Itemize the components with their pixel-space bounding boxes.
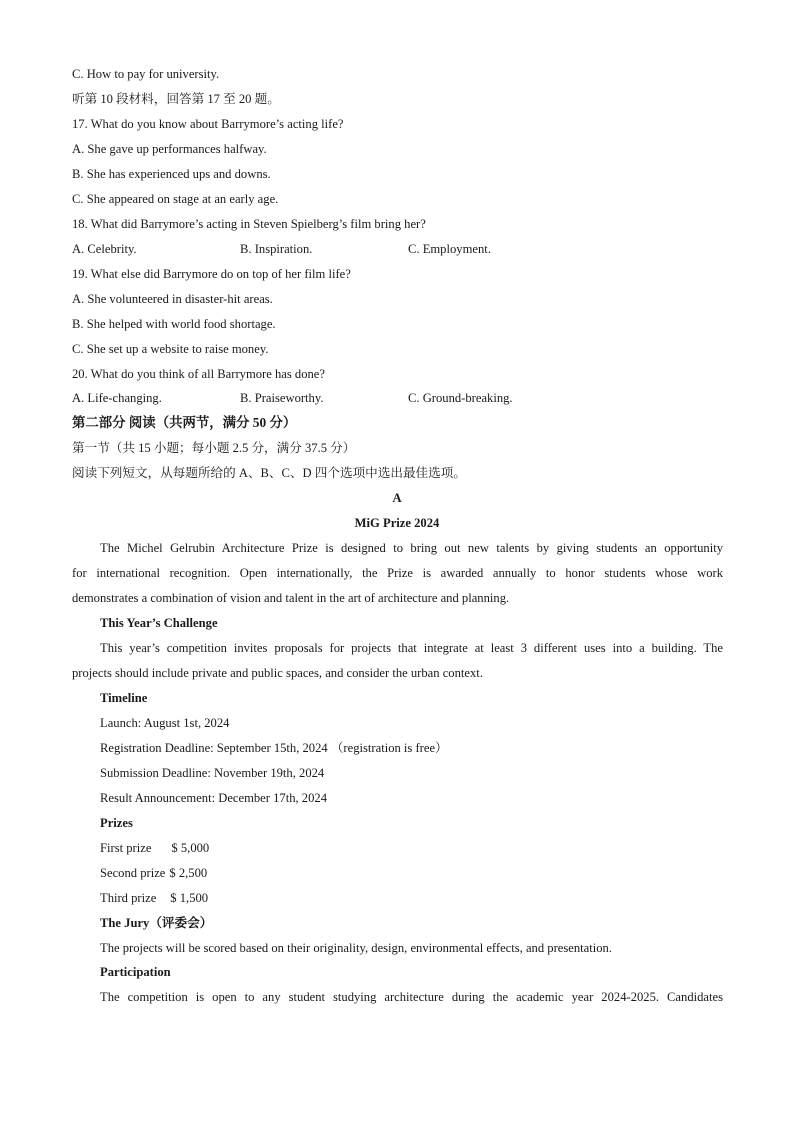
timeline-heading: Timeline — [100, 691, 148, 705]
intro-line-1: The Michel Gelrubin Architecture Prize is designed to bring out new talents by giving students an opportunity — [100, 541, 723, 555]
participation-text: The competition is open to any student studying architecture during the academic year 2024-2025. Candidates — [100, 990, 723, 1004]
q20-option-c: C. Ground-breaking. — [408, 391, 513, 405]
q19-stem: 19. What else did Barrymore do on top of her film life? — [72, 267, 351, 281]
q17-option-b: B. She has experienced ups and downs. — [72, 167, 271, 181]
q20-stem: 20. What do you think of all Barrymore has done? — [72, 367, 325, 381]
prize-row-first — [100, 840, 209, 856]
prize-label: Second prize — [100, 866, 166, 880]
prize-row-second — [100, 865, 207, 881]
reading-instruction: 阅读下列短文，从每题所给的 A、B、C、D 四个选项中选出最佳选项。 — [72, 466, 466, 480]
part2-title: 第二部分 阅读（共两节，满分 50 分） — [72, 415, 297, 430]
timeline-launch: Launch: August 1st, 2024 — [100, 716, 230, 730]
timeline-submission: Submission Deadline: November 19th, 2024 — [100, 766, 325, 780]
q17-option-a: A. She gave up performances halfway. — [72, 142, 267, 156]
prize-amount: $ 1,500 — [170, 891, 209, 905]
q18-stem: 18. What did Barrymore’s acting in Steven Spielberg’s film bring her? — [72, 217, 426, 231]
q20-option-b: B. Praiseworthy. — [240, 391, 324, 405]
q19-option-b: B. She helped with world food shortage. — [72, 317, 276, 331]
q18-option-c: C. Employment. — [408, 242, 491, 256]
prize-amount: $ 5,000 — [171, 841, 210, 855]
prize-row-third — [100, 890, 208, 906]
q20-option-a: A. Life-changing. — [72, 391, 162, 405]
q18-option-b: B. Inspiration. — [240, 242, 313, 256]
q19-option-a: A. She volunteered in disaster-hit areas. — [72, 292, 273, 306]
challenge-line-1: This year’s competition invites proposals for projects that integrate at least 3 different uses into a building. The — [100, 641, 723, 655]
section1-title: 第一节（共 15 小题；每小题 2.5 分，满分 37.5 分） — [72, 441, 356, 455]
intro-line-2: for international recognition. Open internationally, the Prize is awarded annually to honor students whose work — [72, 566, 723, 580]
intro-line-3: demonstrates a combination of vision and talent in the art of architecture and planning. — [72, 591, 510, 605]
timeline-result: Result Announcement: December 17th, 2024 — [100, 791, 327, 805]
timeline-registration: Registration Deadline: September 15th, 2024 （registration is free） — [100, 741, 448, 755]
jury-heading: The Jury（评委会） — [100, 916, 213, 930]
passage-letter: A — [392, 491, 402, 505]
participation-heading: Participation — [100, 965, 171, 979]
section10-instruction: 听第 10 段材料，回答第 17 至 20 题。 — [72, 92, 280, 106]
q18-option-a: A. Celebrity. — [72, 242, 137, 256]
challenge-line-2: projects should include private and public spaces, and consider the urban context. — [72, 666, 483, 680]
q19-option-c: C. She set up a website to raise money. — [72, 342, 269, 356]
q16-option-c: C. How to pay for university. — [72, 67, 220, 81]
challenge-heading: This Year’s Challenge — [100, 616, 218, 630]
q17-option-c: C. She appeared on stage at an early age. — [72, 192, 279, 206]
passage-title: MiG Prize 2024 — [354, 516, 440, 530]
prize-label: First prize — [100, 841, 152, 855]
prizes-heading: Prizes — [100, 816, 133, 830]
jury-text: The projects will be scored based on their originality, design, environmental effects, and presentation. — [100, 941, 612, 955]
prize-amount: $ 2,500 — [169, 866, 208, 880]
q17-stem: 17. What do you know about Barrymore’s acting life? — [72, 117, 344, 131]
prize-label: Third prize — [100, 891, 157, 905]
